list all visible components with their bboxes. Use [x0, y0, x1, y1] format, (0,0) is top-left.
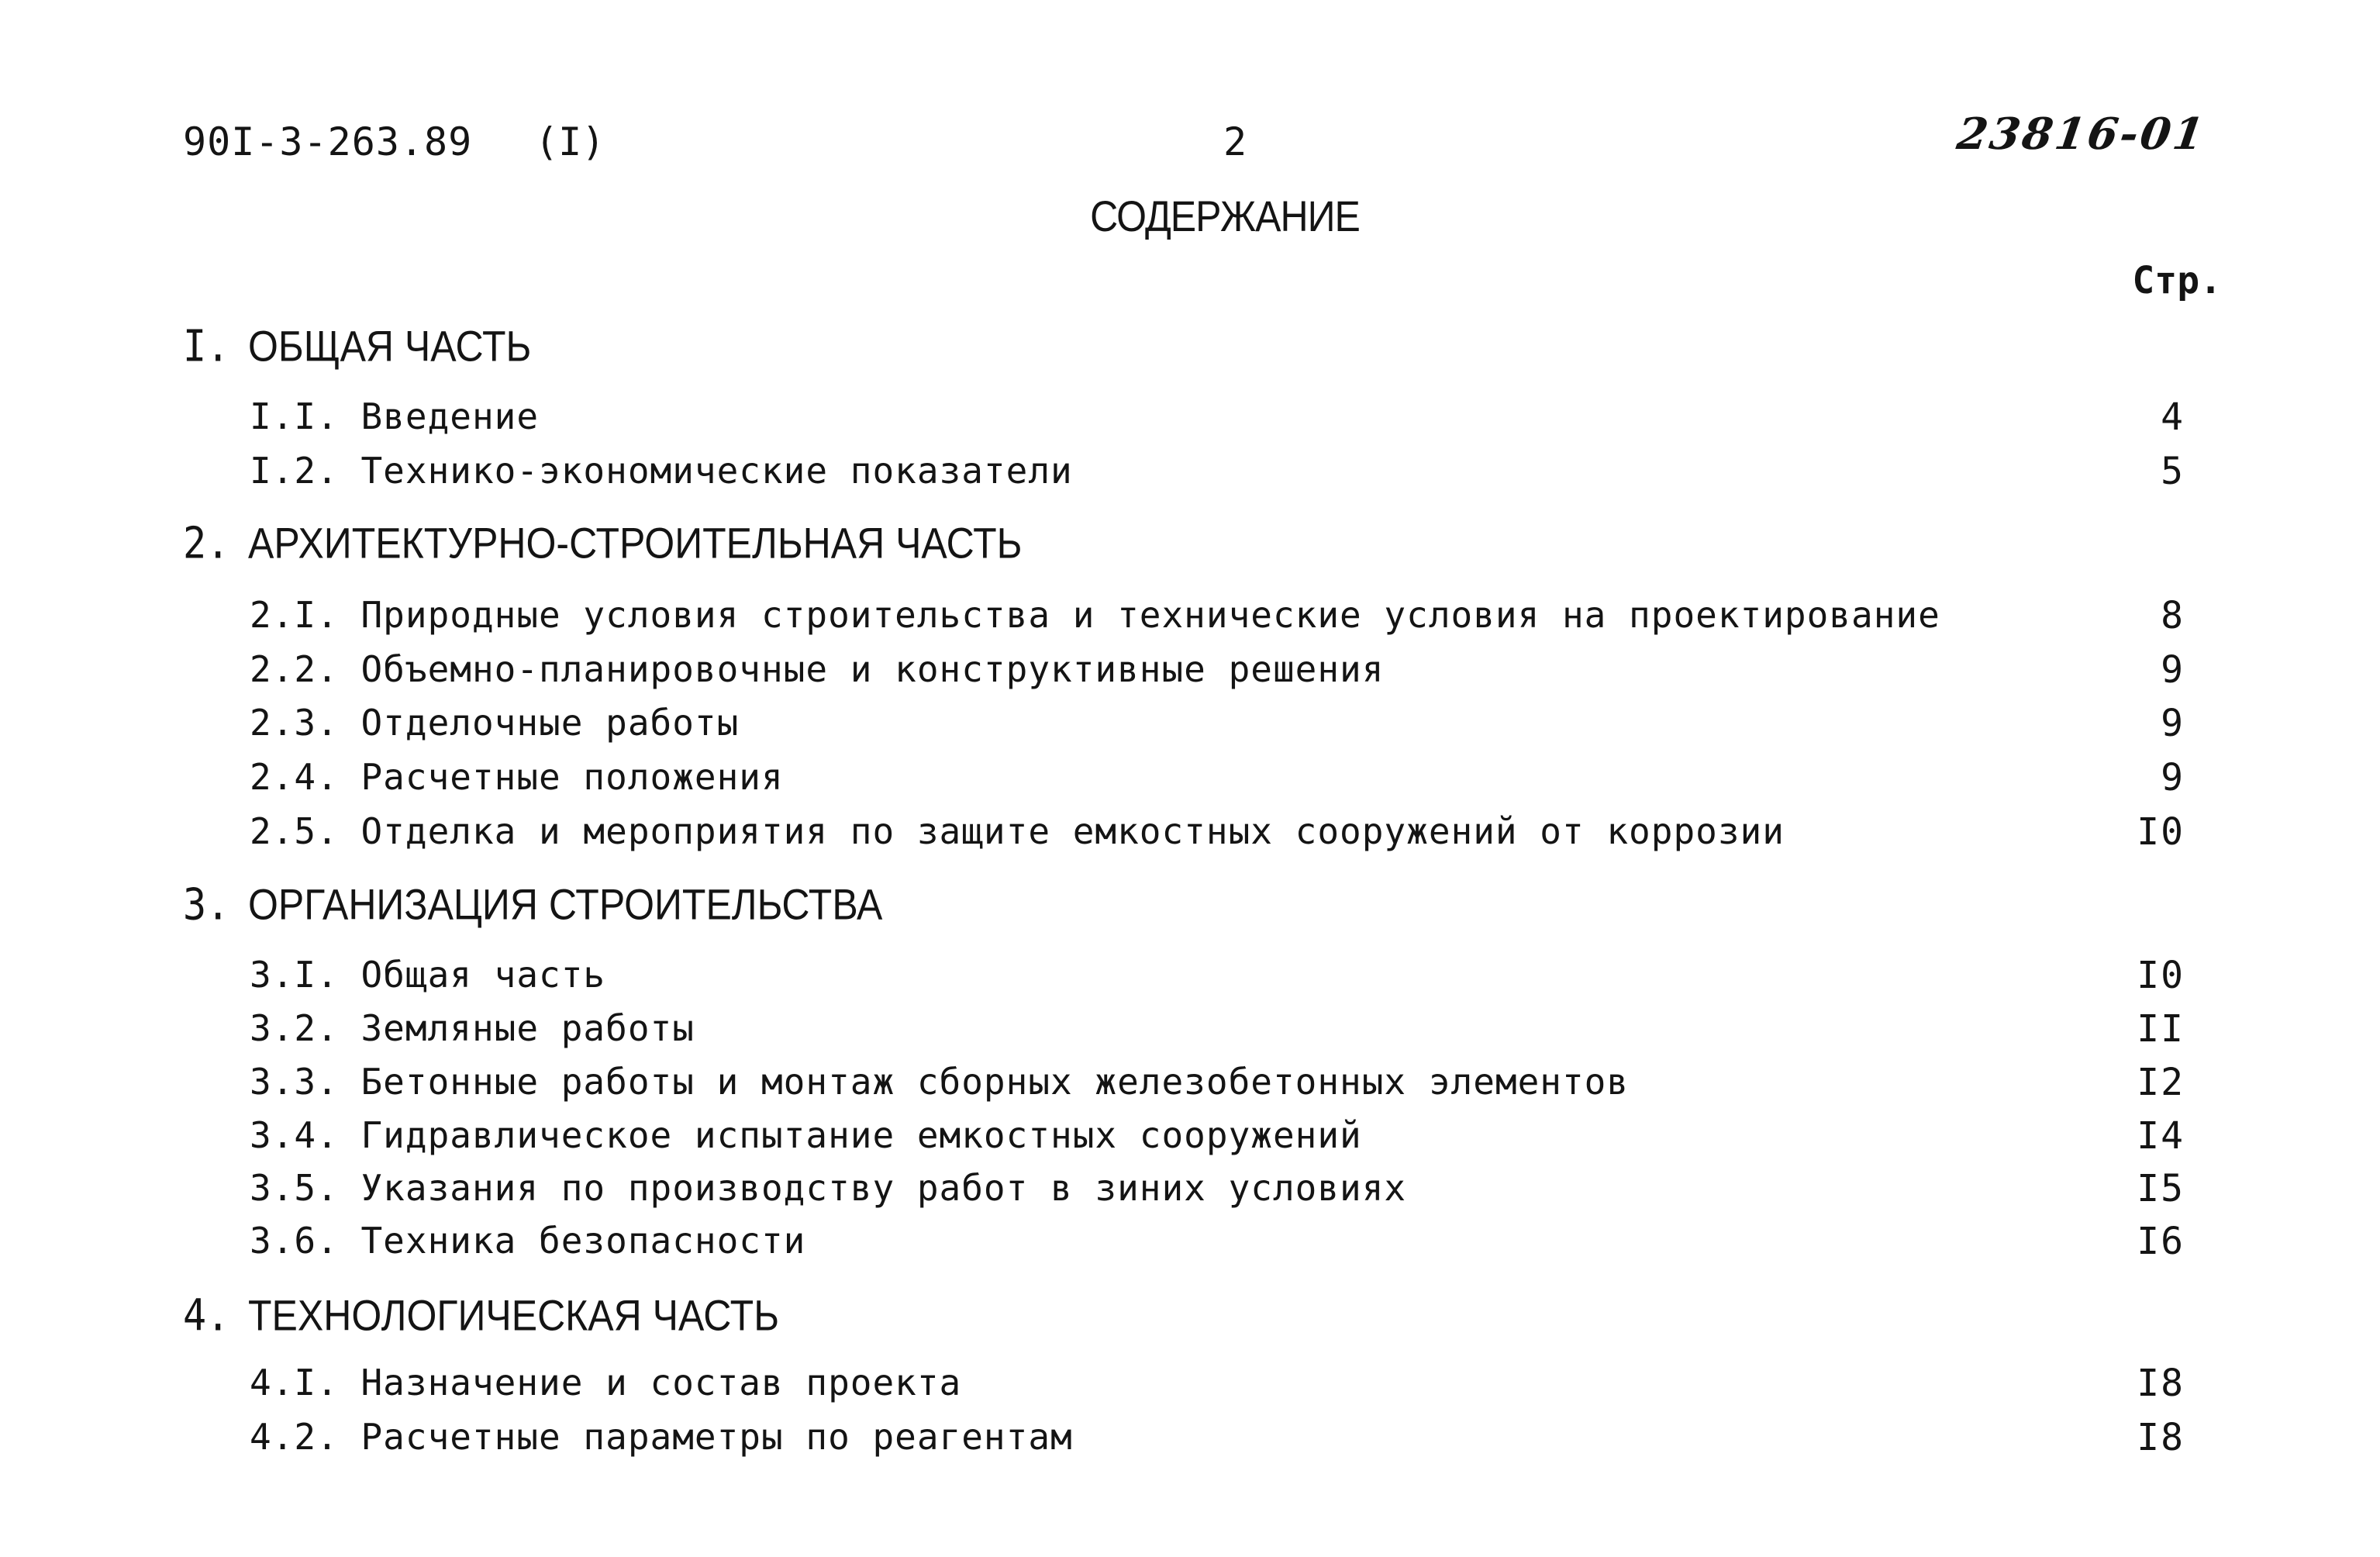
section-title: АРХИТЕКТУРНО-СТРОИТЕЛЬНАЯ ЧАСТЬ — [248, 519, 1023, 568]
toc-item-number: 2.5. — [250, 810, 339, 852]
toc-item-title: Назначение и состав проекта — [360, 1362, 962, 1403]
toc-item-page: 9 — [2161, 702, 2185, 745]
toc-item — [250, 395, 539, 437]
toc-item-number: 2.2. — [250, 648, 339, 690]
toc-item-page: I2 — [2137, 1061, 2185, 1104]
toc-item — [250, 1220, 805, 1262]
toc-item-number: 3.2. — [250, 1007, 339, 1049]
section-number: 2. — [183, 518, 230, 568]
toc-item-number: 2.I. — [250, 594, 339, 636]
section-heading — [183, 321, 531, 371]
section-title: ТЕХНОЛОГИЧЕСКАЯ ЧАСТЬ — [248, 1291, 780, 1340]
toc-item-number: 4.I. — [250, 1362, 339, 1403]
toc-item-number: 3.3. — [250, 1061, 339, 1103]
toc-item-page: II — [2137, 1007, 2185, 1051]
toc-item-title: Отделочные работы — [360, 702, 740, 744]
toc-item-title: Гидравлическое испытание емкостных сооружений — [360, 1114, 1362, 1156]
toc-item-page: 8 — [2161, 594, 2185, 637]
toc-item-page: I0 — [2137, 954, 2185, 997]
page-title: СОДЕРЖАНИЕ — [1090, 192, 1360, 241]
handwritten-code: 23816-01 — [1954, 109, 2209, 160]
toc-item — [250, 810, 1785, 852]
toc-item-page: I0 — [2137, 810, 2185, 854]
toc-item-page: I8 — [2137, 1362, 2185, 1405]
toc-item-title: Общая часть — [360, 954, 606, 996]
toc-item-number: 3.I. — [250, 954, 339, 996]
toc-item-page: 9 — [2161, 756, 2185, 799]
toc-item-page: I5 — [2137, 1167, 2185, 1210]
toc-item — [250, 954, 605, 996]
toc-item-title: Введение — [360, 395, 540, 437]
section-number: I. — [183, 321, 230, 371]
toc-item — [250, 1416, 1073, 1458]
toc-item-number: I.2. — [250, 450, 339, 492]
section-title: ОБЩАЯ ЧАСТЬ — [248, 322, 532, 371]
toc-item-title: Природные условия строительства и технические условия на проектирование — [360, 594, 1940, 636]
toc-item-title: Указания по производству работ в зиних условиях — [360, 1167, 1407, 1209]
toc-item-title: Технико-экономические показатели — [360, 450, 1073, 492]
toc-item-number: 2.4. — [250, 756, 339, 798]
toc-item-page: 5 — [2161, 450, 2185, 493]
section-number: 3. — [183, 879, 230, 930]
section-number: 4. — [183, 1290, 230, 1341]
toc-item-title: Земляные работы — [360, 1007, 695, 1049]
toc-item-number: I.I. — [250, 395, 339, 437]
toc-item — [250, 1007, 695, 1049]
section-heading — [183, 518, 1023, 568]
toc-item — [250, 648, 1384, 690]
toc-item-number: 3.4. — [250, 1114, 339, 1156]
document-code: 90I-3-263.89 — [183, 119, 473, 164]
toc-item — [250, 702, 739, 744]
page-column-label: Стр. — [2132, 259, 2222, 302]
toc-item-page: 4 — [2161, 395, 2185, 439]
section-title: ОРГАНИЗАЦИЯ СТРОИТЕЛЬСТВА — [248, 880, 883, 929]
toc-item-title: Объемно-планировочные и конструктивные решения — [360, 648, 1385, 690]
toc-item — [250, 1114, 1362, 1156]
toc-item — [250, 450, 1073, 492]
toc-item — [250, 1167, 1406, 1209]
document-part: (I) — [535, 119, 605, 164]
toc-item-page: I4 — [2137, 1114, 2185, 1158]
toc-item — [250, 1362, 961, 1403]
toc-item-page: I6 — [2137, 1220, 2185, 1263]
toc-item-title: Расчетные положения — [360, 756, 784, 798]
toc-item-title: Бетонные работы и монтаж сборных железобетонных элементов — [360, 1061, 1630, 1103]
toc-item-title: Техника безопасности — [360, 1220, 806, 1262]
toc-item — [250, 1061, 1629, 1103]
page-number: 2 — [1223, 119, 1247, 164]
toc-item-title: Отделка и мероприятия по защите емкостных сооружений от коррозии — [360, 810, 1785, 852]
toc-item-page: I8 — [2137, 1416, 2185, 1459]
toc-item — [250, 756, 784, 798]
toc-item-page: 9 — [2161, 648, 2185, 692]
toc-item-number: 3.5. — [250, 1167, 339, 1209]
toc-item-title: Расчетные параметры по реагентам — [360, 1416, 1073, 1458]
toc-item-number: 3.6. — [250, 1220, 339, 1262]
section-heading — [183, 1290, 779, 1341]
toc-item-number: 2.3. — [250, 702, 339, 744]
toc-item-number: 4.2. — [250, 1416, 339, 1458]
toc-item — [250, 594, 1940, 636]
section-heading — [183, 879, 882, 930]
